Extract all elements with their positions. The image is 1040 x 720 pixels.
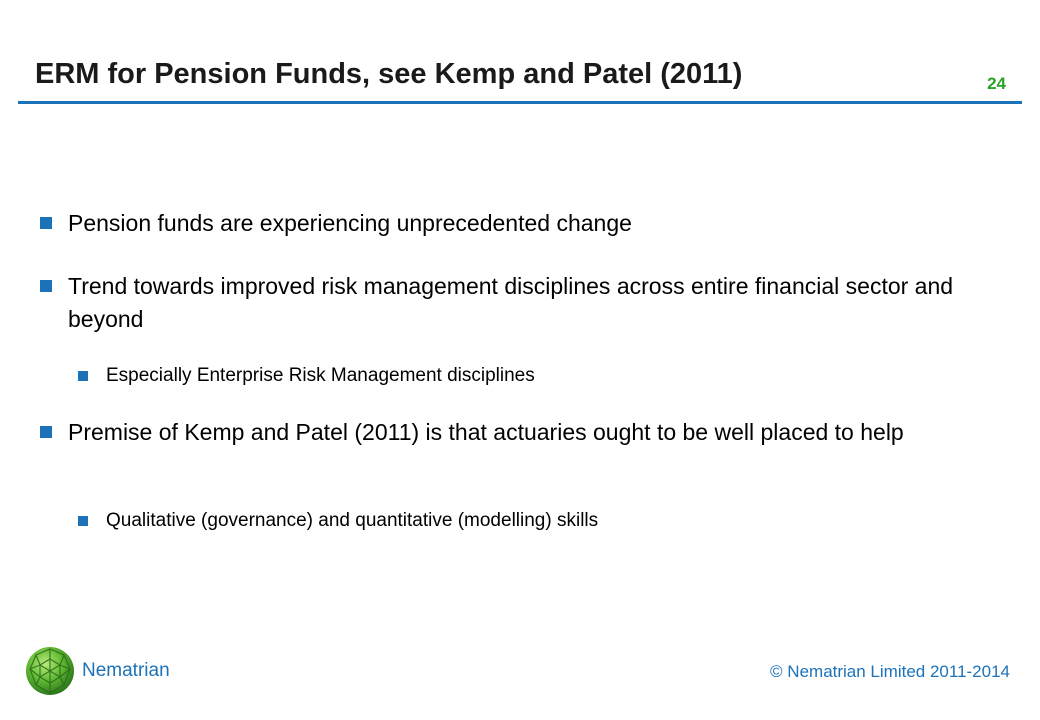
bullet-text: Trend towards improved risk management disciplines across entire financial sector and beyond	[68, 273, 954, 332]
square-bullet-icon	[40, 217, 52, 229]
square-bullet-icon	[40, 426, 52, 438]
bullet-text: Pension funds are experiencing unprecedented change	[68, 210, 632, 236]
square-bullet-icon	[78, 371, 88, 381]
slide-title: ERM for Pension Funds, see Kemp and Patel (2011)	[35, 58, 743, 90]
green-geodesic-sphere-icon	[24, 645, 76, 697]
bullet-text: Premise of Kemp and Patel (2011) is that actuaries ought to be well placed to help	[68, 419, 904, 445]
square-bullet-icon	[40, 280, 52, 292]
square-bullet-icon	[78, 516, 88, 526]
footer-brand: Nematrian	[82, 660, 170, 681]
sub-bullet-text: Qualitative (governance) and quantitative (modelling) skills	[106, 510, 599, 531]
footer-copyright: © Nematrian Limited 2011-2014	[770, 662, 1010, 681]
sub-bullet-text: Especially Enterprise Risk Management disciplines	[106, 365, 535, 386]
slide-number: 24	[987, 74, 1006, 93]
title-divider	[18, 101, 1022, 104]
